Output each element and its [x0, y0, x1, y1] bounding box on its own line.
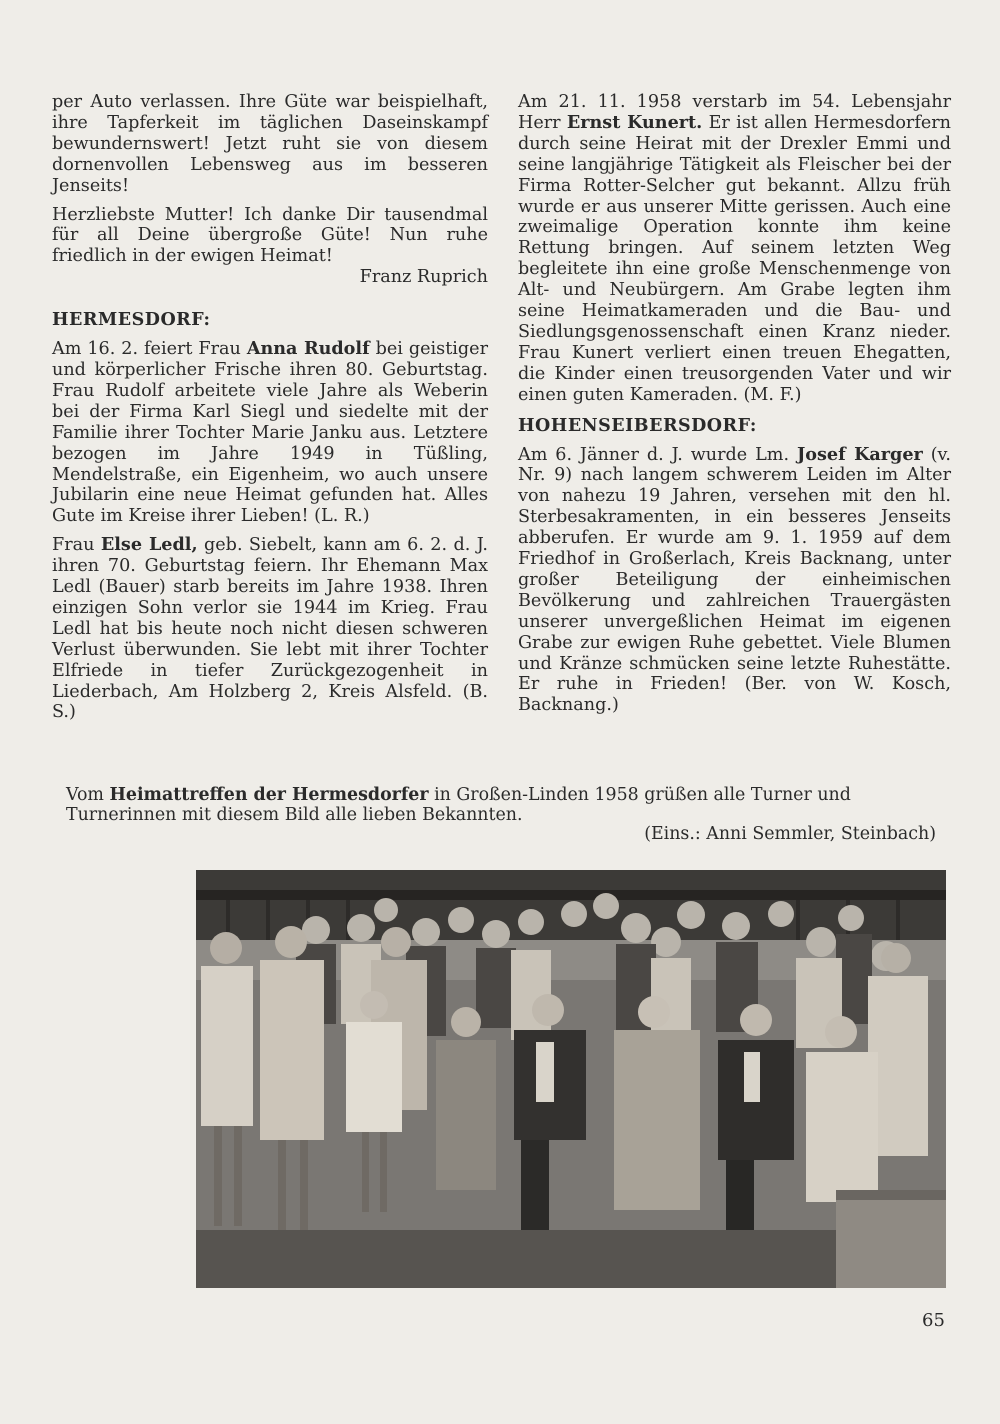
person-name: Ernst Kunert. — [566, 111, 703, 133]
section-heading-hermesdorf: HERMESDORF: — [52, 310, 211, 331]
person-name: Anna Rudolf — [246, 338, 370, 360]
caption-text: Vom — [66, 785, 110, 805]
farewell-paragraph: Herzliebste Mutter! Ich danke Dir tausendmal für all Deine übergroße Güte! Nun ruhe friedlich in der ewigen Heimat! — [52, 204, 488, 267]
photo-caption — [66, 786, 936, 845]
signature: Franz Ruprich — [359, 267, 488, 288]
caption-bold: Heimattreffen der Hermesdorfer — [109, 785, 429, 805]
article-else-ledl — [52, 535, 488, 723]
article-text: Am 6. Jänner d. J. wurde Lm. — [518, 444, 797, 465]
article-text: Er ist allen Hermesdorfern durch seine Heirat mit der Drexler Emmi und seine langjährige Tätigkeit als Fleischer bei der Firma Rotter-Selcher gut bekannt. Allzu früh wurde er aus unserer Mitte gerissen. Auch eine zweimalige Operation konnte ihm keine Rettung bringen. Auf seinem letzten Weg begleitete ihn eine große Menschenmenge von Alt- und Neubürgern. Am Grabe legten ihm seine Heimatkameraden und die Bau- und Siedlungsgenossenschaft einen Kranz nieder. Frau Kunert verliert einen treuen Ehegatten, die Kinder einen treusorgenden Vater und wir einen guten Kameraden. (M. F.) — [518, 112, 951, 405]
caption-text: in Großen-Linden 1958 grüßen alle Turner und Turnerinnen mit diesem Bild alle lieben Bekannten. — [66, 785, 851, 825]
article-text: (v. Nr. 9) nach langem schwerem Leiden im Alter von nahezu 19 Jahren, versehen mit den hl. Sterbesakramenten, in ein besseres Jenseits abberufen. Er wurde am 9. 1. 1959 auf dem Friedhof in Großerlach, Kreis Backnang, unter großer Beteiligung der einheimischen Bevölkerung und zahlreichen Trauergästen unserer unvergeßlichen Heimat im eigenen Grabe zur ewigen Ruhe gebettet. Viele Blumen und Kränze schmücken seine letzte Ruhestätte. Er ruhe in Frieden! (Ber. von W. Kosch, Backnang.) — [518, 444, 952, 716]
article-anna-rudolf — [52, 339, 488, 527]
article-josef-karger — [518, 445, 951, 717]
article-ernst-kunert — [518, 92, 951, 406]
article-text: bei geistiger und körperlicher Frische ihren 80. Geburtstag. Frau Rudolf arbeitete viele Jahre als Weberin bei der Firma Karl Siegl und siedelte mit der Familie ihrer Tochter Marie Janku aus. Letztere bezogen im Jahre 1949 in Tüßling, Mendelstraße, ein Eigenheim, wo auch unsere Jubilarin eine neue Heimat gefunden hat. Alles Gute im Kreise ihrer Lieben! (L. R.) — [52, 339, 488, 527]
article-text: geb. Siebelt, kann am 6. 2. d. J. ihren 70. Geburtstag feiern. Ihr Ehemann Max Ledl (Bauer) starb bereits im Jahre 1938. Ihren einzigen Sohn verlor sie 1944 im Krieg. Frau Ledl hat bis heute noch nicht diesen schweren Verlust überwunden. Sie lebt mit ihrer Tochter Elfriede in tiefer Zurückgezogenheit in Liederbach, Am Holzberg 2, Kreis Alsfeld. (B. S.) — [52, 535, 488, 723]
photo-credit: (Eins.: Anni Semmler, Steinbach) — [644, 824, 936, 844]
group-photo-illustration — [196, 870, 946, 1288]
intro-paragraph: per Auto verlassen. Ihre Güte war beispielhaft, ihre Tapferkeit im täglichen Daseinskampf bewundernswert! Jetzt ruht sie von diesem dornenvollen Lebensweg aus im besseren Jenseits! — [52, 92, 488, 196]
section-heading-hohenseibersdorf: HOHENSEIBERSDORF: — [518, 415, 757, 436]
article-text: Am 16. 2. feiert Frau — [52, 339, 247, 360]
left-column — [52, 92, 488, 731]
right-column — [518, 92, 951, 724]
page-number: 65 — [922, 1310, 945, 1331]
article-text: Am 21. 11. 1958 verstarb im 54. Lebensjahr Herr — [518, 92, 951, 133]
person-name: Josef Karger — [796, 443, 923, 465]
person-name: Else Ledl, — [100, 534, 198, 556]
group-photo — [196, 870, 946, 1288]
article-text: Frau — [52, 535, 101, 556]
